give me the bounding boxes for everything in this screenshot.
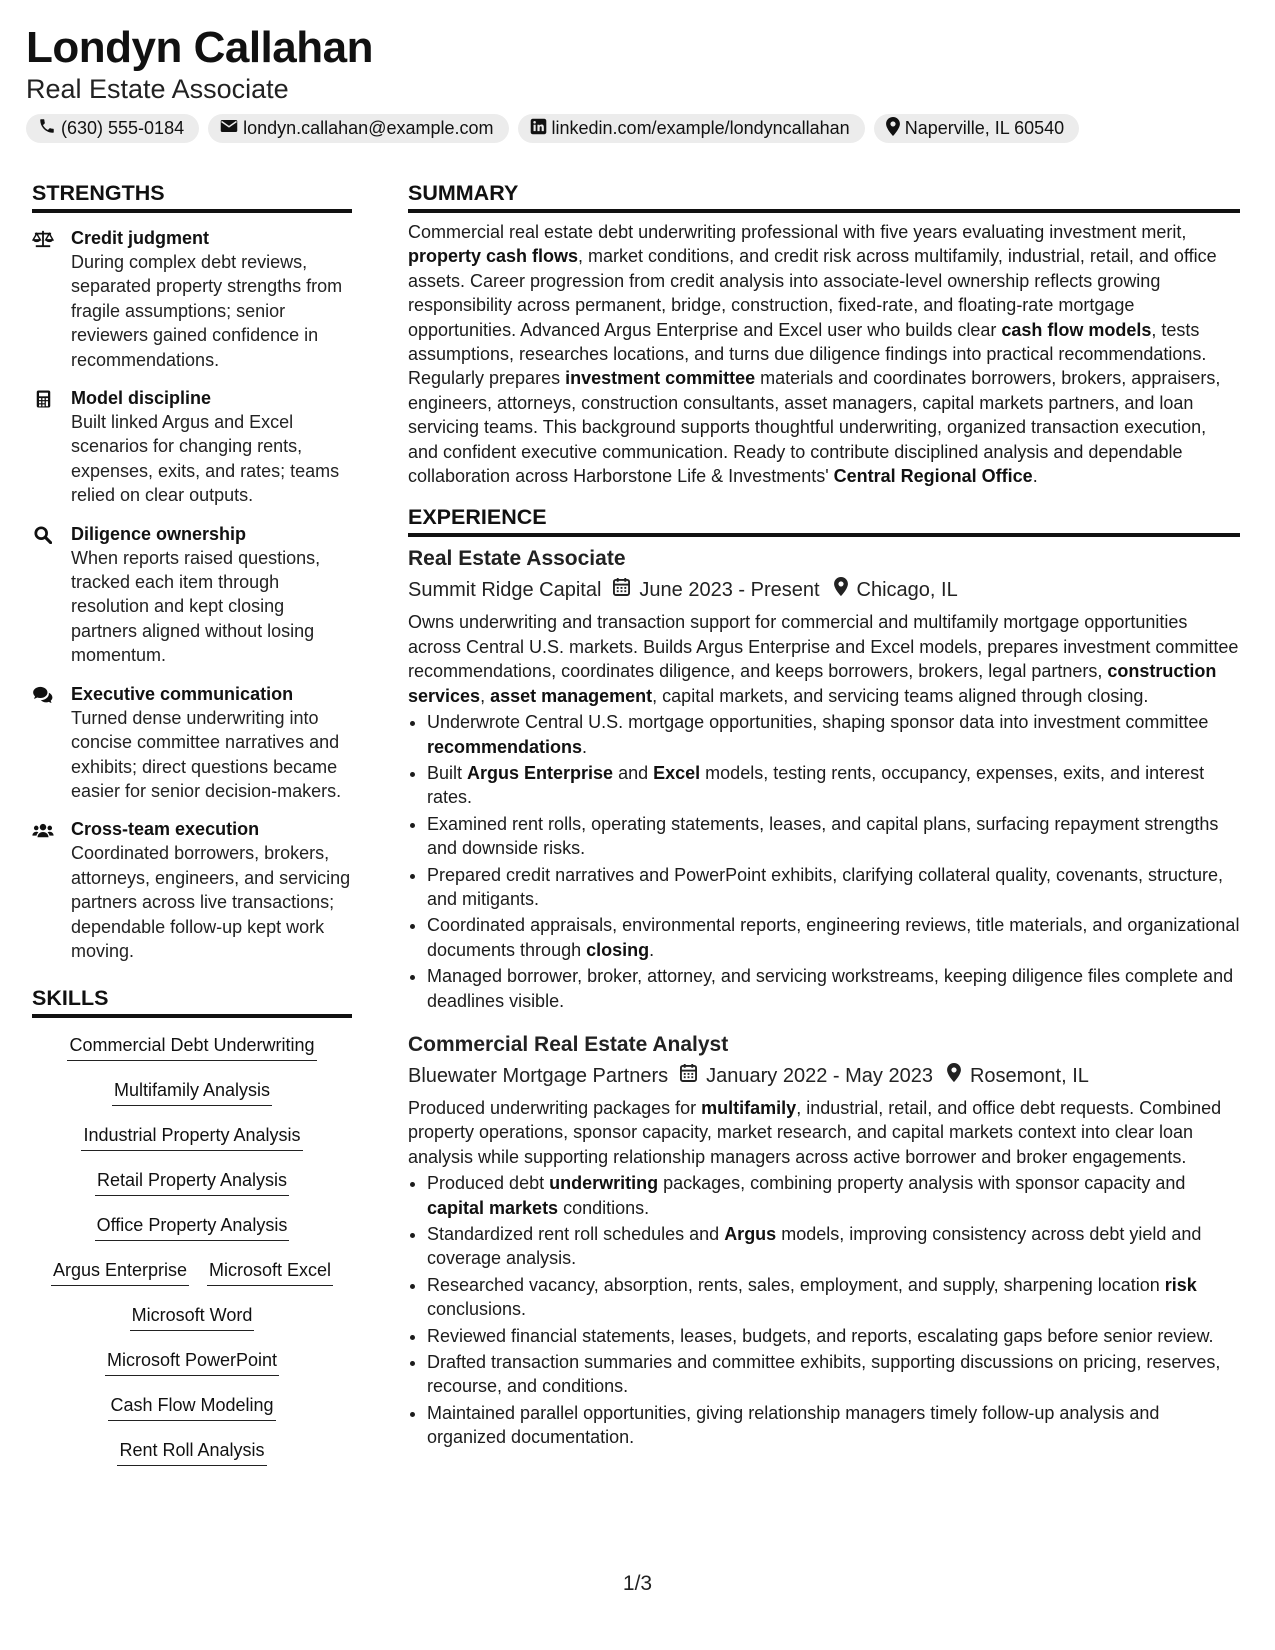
job-company: Summit Ridge Capital — [408, 579, 602, 602]
strength-title: Diligence ownership — [71, 523, 247, 544]
skill-tag: Commercial Debt Underwriting — [67, 1033, 316, 1061]
bullet-item: • Drafted transaction summaries and committee exhibits, supporting discussions on pricing, reserves, recourse, and conditions. — [427, 1350, 1240, 1399]
calendar-icon — [680, 1062, 706, 1090]
left-column — [32, 180, 352, 1483]
skill-tag: Microsoft Word — [130, 1303, 255, 1331]
phone-icon — [38, 117, 56, 140]
candidate-role: Real Estate Associate — [26, 74, 289, 104]
phone-text: (630) 555-0184 — [61, 118, 185, 138]
calendar-icon — [613, 576, 639, 604]
strength-desc: During complex debt reviews, separated property strengths from fragile assumptions; senior reviewers gained confidence in recommendations. — [71, 252, 343, 370]
skill-tag: Microsoft PowerPoint — [105, 1348, 279, 1376]
bullet-item: • Researched vacancy, absorption, rents, sales, employment, and supply, sharpening location risk conclusions. — [427, 1273, 1240, 1322]
location-text: Naperville, IL 60540 — [904, 118, 1065, 138]
strengths-heading: STRENGTHS — [32, 180, 352, 213]
page-number: 1/3 — [622, 1572, 653, 1595]
bullet-item: • Produced debt underwriting packages, combining property analysis with sponsor capacity and capital markets conditions. — [427, 1171, 1240, 1220]
bullet-item: • Coordinated appraisals, environmental reports, engineering reviews, title materials, and organizational documents through closing. — [427, 913, 1240, 962]
candidate-name: Londyn Callahan — [26, 23, 373, 72]
job-meta — [408, 1062, 1240, 1090]
job-entry — [408, 545, 1240, 1013]
linkedin-text: linkedin.com/example/londyncallahan — [551, 118, 850, 138]
bullet-item: • Examined rent rolls, operating statements, leases, and capital plans, surfacing repayment strengths and downside risks. — [427, 812, 1240, 861]
job-title: Real Estate Associate — [408, 547, 626, 571]
summary-heading: SUMMARY — [408, 180, 1240, 213]
strength-item — [32, 817, 352, 963]
strengths-list — [32, 226, 352, 963]
job-description: Owns underwriting and transaction support for commercial and multifamily mortgage opportunities across Central U.S. markets. Builds Argus Enterprise and Excel models, prepares investment committee recommendations, coordinates diligence, and keeps borrowers, brokers, legal partners, construction services, asset management, capital markets, and servicing teams aligned through closing. — [408, 612, 1239, 706]
job-entry — [408, 1031, 1240, 1450]
contact-linkedin[interactable] — [518, 114, 865, 143]
job-description: Produced underwriting packages for multifamily, industrial, retail, and office debt requests. Combined property operations, sponsor capacity, market research, and capital markets context into clear loan analysis while supporting relationship managers across active borrower and broker engagements. — [408, 1097, 1222, 1167]
contact-bar — [26, 114, 1079, 143]
strength-title: Model discipline — [71, 388, 212, 409]
job-dates: June 2023 - Present — [639, 579, 820, 602]
linkedin-icon — [530, 118, 547, 140]
strength-desc: Built linked Argus and Excel scenarios for changing rents, expenses, exits, and rates; teams relied on clear outputs. — [71, 412, 340, 506]
strength-item — [32, 386, 352, 508]
bullet-item: • Prepared credit narratives and PowerPoint exhibits, clarifying collateral quality, covenants, structure, and mitigants. — [427, 863, 1240, 912]
strength-desc: Turned dense underwriting into concise committee narratives and exhibits; direct questions became easier for senior decision-makers. — [71, 707, 342, 801]
bullet-item: • Maintained parallel opportunities, giving relationship managers timely follow-up analysis and organized documentation. — [427, 1401, 1240, 1450]
search-icon — [32, 525, 54, 545]
comments-icon — [32, 685, 54, 705]
envelope-icon — [220, 118, 238, 139]
strength-title: Credit judgment — [71, 228, 209, 248]
bullet-item: • Reviewed financial statements, leases, budgets, and reports, escalating gaps before senior review. — [427, 1324, 1240, 1348]
job-location: Rosemont, IL — [969, 1064, 1089, 1087]
bullet-item: • Managed borrower, broker, attorney, and servicing workstreams, keeping diligence files complete and deadlines visible. — [427, 964, 1240, 1013]
map-pin-icon — [947, 1062, 970, 1090]
strength-desc: Coordinated borrowers, brokers, attorneys, engineers, and servicing partners across live transactions; dependable follow-up kept work moving. — [71, 843, 351, 961]
contact-location — [874, 114, 1079, 143]
calculator-icon — [32, 389, 54, 409]
contact-phone[interactable] — [26, 114, 199, 143]
strength-desc: When reports raised questions, tracked each item through resolution and kept closing partners aligned without losing momentum. — [71, 547, 321, 666]
job-title: Commercial Real Estate Analyst — [408, 1032, 729, 1056]
bullet-item: • Underwrote Central U.S. mortgage opportunities, shaping sponsor data into investment committee recommendations. — [427, 710, 1240, 759]
skill-tag: Multifamily Analysis — [112, 1078, 272, 1106]
strength-title: Executive communication — [71, 683, 294, 704]
map-pin-icon — [834, 576, 857, 604]
skill-tag: Cash Flow Modeling — [108, 1393, 275, 1421]
skill-tag: Argus Enterprise — [51, 1258, 189, 1286]
strength-item — [32, 522, 352, 668]
job-bullets — [408, 710, 1240, 1013]
job-bullets — [408, 1171, 1240, 1449]
experience-heading: EXPERIENCE — [408, 504, 1240, 537]
contact-email[interactable] — [208, 114, 508, 143]
strength-item — [32, 226, 352, 372]
job-company: Bluewater Mortgage Partners — [408, 1064, 669, 1087]
job-dates: January 2022 - May 2023 — [706, 1064, 933, 1087]
skills-list — [32, 1033, 352, 1483]
skill-tag: Rent Roll Analysis — [117, 1438, 266, 1466]
bullet-item: • Built Argus Enterprise and Excel models, testing rents, occupancy, expenses, exits, and interest rates. — [427, 761, 1240, 810]
map-pin-icon — [886, 117, 900, 141]
skills-heading: SKILLS — [32, 985, 352, 1018]
right-column — [408, 180, 1240, 1452]
users-icon — [32, 820, 54, 840]
email-text: londyn.callahan@example.com — [243, 118, 494, 138]
job-meta — [408, 576, 1240, 604]
strength-item — [32, 682, 352, 804]
skill-tag: Office Property Analysis — [95, 1213, 290, 1241]
job-location: Chicago, IL — [856, 579, 958, 602]
scale-icon — [32, 229, 54, 249]
skill-tag: Retail Property Analysis — [95, 1168, 289, 1196]
bullet-item: • Standardized rent roll schedules and Argus models, improving consistency across debt yield and coverage analysis. — [427, 1222, 1240, 1271]
strength-title: Cross-team execution — [71, 819, 260, 840]
skill-tag: Microsoft Excel — [207, 1258, 333, 1286]
skill-tag: Industrial Property Analysis — [81, 1123, 302, 1151]
summary-text: Commercial real estate debt underwriting professional with five years evaluating investment merit, property cash flows, market conditions, and credit risk across multifamily, industrial, retail, and office assets. Career progression from credit analysis into associate-level ownership reflects growing responsibility across permanent, bridge, construction, fixed-rate, and floating-rate mortgage opportunities. Advanced Argus Enterprise and Excel user who builds clear cash flow models, tests assumptions, researches locations, and turns due diligence findings into practical recommendations. Regularly prepares investment committee materials and coordinates borrowers, brokers, appraisers, engineers, attorneys, construction consultants, asset managers, capital markets partners, and loan servicing teams. This background supports thoughtful underwriting, organized transaction execution, and confident executive communication. Ready to contribute disciplined analysis and dependable collaboration across Harborstone Life & Investments' Central Regional Office. — [408, 222, 1221, 487]
